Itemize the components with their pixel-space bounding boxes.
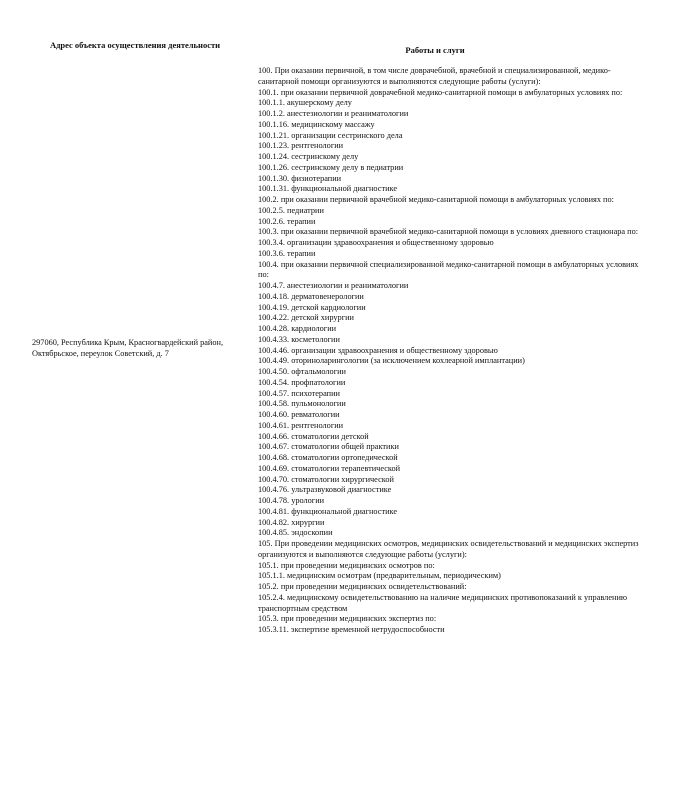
works-list-item: 100.2.5. педиатрии <box>258 205 324 215</box>
works-list-item: 100.1.2. анестезиологии и реаниматологии <box>258 109 409 118</box>
works-list-item: 100.4. при оказании первичной специализированной медико-санитарной помощи в амбулаторных условиях <box>258 259 639 269</box>
works-list-item: 100.1.23. рентгенологии <box>258 141 344 151</box>
works-column-header: Работы и слуги <box>405 45 465 55</box>
works-list-item: 100.1.16. медицинскому массажу <box>258 119 375 129</box>
works-list-item: 100.1. при оказании первичной доврачебной медико-санитарной помощи в амбулаторных условиях по: <box>258 87 623 97</box>
works-list-item: организуются и выполняются следующие работы (услуги): <box>258 549 467 559</box>
works-list-item: 100. При оказании первичной, в том числе доврачебной, врачебной и специализированной, медико- <box>258 66 611 75</box>
works-list-item: 100.1.24. сестринскому делу <box>258 152 359 161</box>
works-list-item: 100.4.81. функциональной диагностике <box>258 506 398 516</box>
works-list-item: 100.4.57. психотерапии <box>258 388 340 398</box>
works-list-item: 105.1. при проведении медицинских осмотров по: <box>258 560 435 570</box>
works-list-item: 100.4.61. рентгенологии <box>258 420 344 430</box>
works-list-item: 100.4.66. стоматологии детской <box>258 431 369 441</box>
works-list-item: 100.1.1. акушерскому делу <box>258 98 352 108</box>
works-list-item: 100.4.33. косметологии <box>258 334 340 344</box>
address-column-header: Адрес объекта осуществления деятельности <box>49 40 221 50</box>
works-list-item: 100.3. при оказании первичной врачебной медико-санитарной помощи в условиях дневного стационара по: <box>258 227 639 237</box>
works-list-item: 100.1.26. сестринскому делу в педиатрии <box>258 162 404 172</box>
works-list-item: 100.4.82. хирургии <box>258 517 325 527</box>
works-list-item: 100.4.50. офтальмологии <box>258 367 346 376</box>
works-list-item: 100.4.22. детской хирургии <box>258 313 354 323</box>
works-list-item: 100.1.31. функциональной диагностике <box>258 184 398 194</box>
works-list-item: 100.4.54. профпатологии <box>258 377 346 387</box>
works-list-item: 100.4.28. кардиологии <box>258 324 337 333</box>
works-list-item: 100.4.7. анестезиологии и реаниматологии <box>258 281 409 290</box>
works-list-item: 100.4.85. эндоскопии <box>258 528 333 538</box>
works-list-item: 100.3.4. организации здравоохранения и общественному здоровью <box>258 238 494 247</box>
works-list-item: 100.4.70. стоматологии хирургической <box>258 474 394 484</box>
works-list-item: 100.1.21. организации сестринского дела <box>258 130 403 140</box>
works-list-item: санитарной помощи организуются и выполняются следующие работы (услуги): <box>258 76 541 86</box>
works-list-item: 100.1.30. физиотерапии <box>258 173 342 183</box>
works-list-item: 100.4.49. оториноларингологии (за исключением кохлеарной имплантации) <box>258 356 525 366</box>
works-list-item: 100.4.67. стоматологии общей практики <box>258 442 399 452</box>
works-list-item: 100.2. при оказании первичной врачебной медико-санитарной помощи в амбулаторных условиях по: <box>258 195 614 204</box>
works-list-item: 100.4.60. ревматологии <box>258 410 340 419</box>
works-list-item: 100.4.68. стоматологии ортопедической <box>258 453 398 462</box>
works-list-item: 100.4.78. урологии <box>258 496 325 505</box>
facility-address: 297060, Республика Крым, Красногвардейский район, Октябрьское, переулок Советский, д. 7 <box>32 338 224 358</box>
works-list-item: 105.3. при проведении медицинских экспертиз по: <box>258 614 437 624</box>
works-list-item: 100.4.46. организации здравоохранения и общественному здоровью <box>258 345 498 355</box>
works-list-item: 105.2.4. медицинскому освидетельствованию на наличие медицинских противопоказаний к управлению <box>258 592 628 602</box>
works-list-item: 105.2. при проведении медицинских освидетельствований: <box>258 582 467 591</box>
works-list-item: 105.1.1. медицинским осмотрам (предварительным, периодическим) <box>258 571 501 581</box>
works-list-item: 105. При проведении медицинских осмотров, медицинских освидетельствований и медицинских экспертиз <box>258 539 639 548</box>
works-list-item: по: <box>258 270 269 280</box>
works-list-item: транспортным средством <box>258 603 348 613</box>
works-list-item: 100.4.19. детской кардиологии <box>258 302 366 312</box>
works-list-item: 100.4.58. пульмонологии <box>258 399 346 409</box>
works-list-item: 100.4.76. ультразвуковой диагностике <box>258 485 392 495</box>
works-list-item: 100.2.6. терапии <box>258 216 316 226</box>
works-list <box>258 66 666 636</box>
works-list-item: 100.3.6. терапии <box>258 248 316 258</box>
works-list-item: 105.3.11. экспертизе временной нетрудоспособности <box>258 625 445 634</box>
works-list-item: 100.4.69. стоматологии терапевтической <box>258 463 401 473</box>
works-list-item: 100.4.18. дерматовенерологии <box>258 291 364 301</box>
